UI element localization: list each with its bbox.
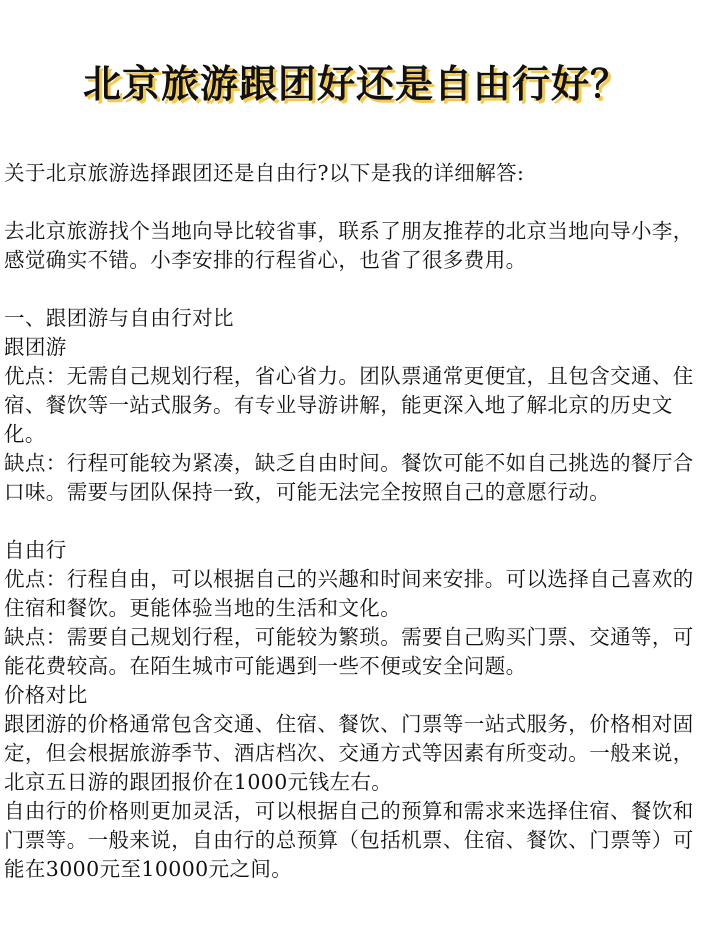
article-body xyxy=(4,159,708,884)
price-group-paragraph: 跟团游的价格通常包含交通、住宿、餐饮、门票等一站式服务，价格相对固定，但会根据旅游季节、酒店档次、交通方式等因素有所变动。一般来说，北京五日游的跟团报价在1000元钱左右。 xyxy=(4,712,694,794)
price-independent-paragraph: 自由行的价格则更加灵活，可以根据自己的预算和需求来选择住宿、餐饮和门票等。一般来说，自由行的总预算（包括机票、住宿、餐饮、门票等）可能在3000元至10000元之间。 xyxy=(4,799,694,881)
group-tour-pros: 优点：无需自己规划行程，省心省力。团队票通常更便宜，且包含交通、住宿、餐饮等一站式服务。有专业导游讲解，能更深入地了解北京的历史文化。 xyxy=(4,364,694,446)
group-tour-label: 跟团游 xyxy=(4,335,67,359)
section-heading-comparison: 一、跟团游与自由行对比 xyxy=(4,306,234,330)
independent-label: 自由行 xyxy=(4,538,67,562)
independent-pros: 优点：行程自由，可以根据自己的兴趣和时间来安排。可以选择自己喜欢的住宿和餐饮。更能体验当地的生活和文化。 xyxy=(4,567,694,620)
guide-paragraph: 去北京旅游找个当地向导比较省事，联系了朋友推荐的北京当地向导小李，感觉确实不错。小李安排的行程省心，也省了很多费用。 xyxy=(4,219,694,272)
price-heading: 价格对比 xyxy=(4,683,88,707)
independent-cons: 缺点：需要自己规划行程，可能较为繁琐。需要自己购买门票、交通等，可能花费较高。在陌生城市可能遇到一些不便或安全问题。 xyxy=(4,625,694,678)
page-title: 北京旅游跟团好还是自由行好？ xyxy=(82,62,629,106)
paragraph-gap xyxy=(4,188,708,217)
intro-paragraph: 关于北京旅游选择跟团还是自由行?以下是我的详细解答: xyxy=(4,161,525,185)
paragraph-gap xyxy=(4,507,708,536)
paragraph-gap xyxy=(4,275,708,304)
group-tour-cons: 缺点：行程可能较为紧凑，缺乏自由时间。餐饮可能不如自己挑选的餐厅合口味。需要与团队保持一致，可能无法完全按照自己的意愿行动。 xyxy=(4,451,694,504)
